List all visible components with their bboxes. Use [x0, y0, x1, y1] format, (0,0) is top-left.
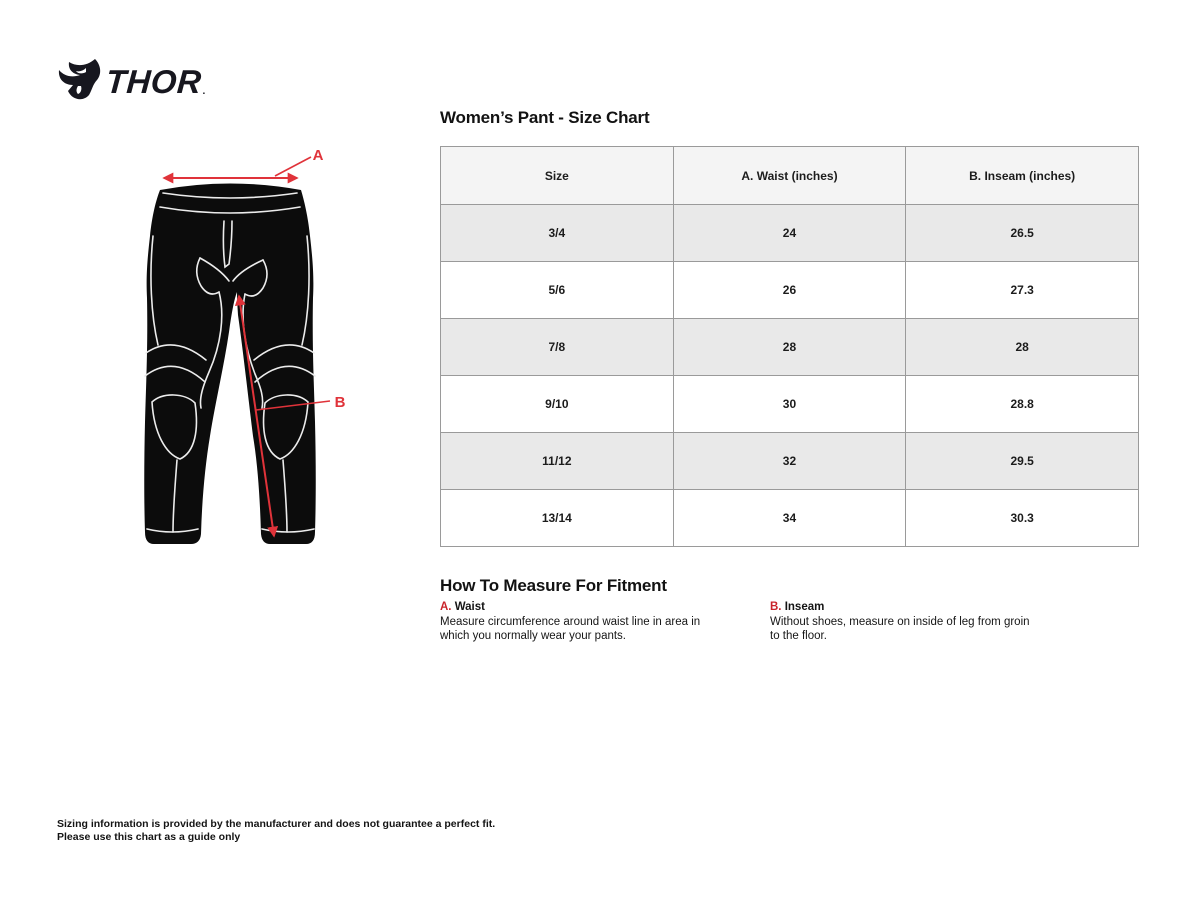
measure-key-b: B.: [770, 601, 782, 613]
measure-desc-inseam: Without shoes, measure on inside of leg from groin to the floor.: [770, 616, 1030, 642]
waist-pointer-line: [275, 157, 311, 176]
table-row: [441, 490, 1139, 547]
sizing-disclaimer: [57, 818, 495, 843]
size-chart-table: [440, 146, 1139, 547]
measure-item-waist: [440, 601, 732, 643]
table-row: [441, 319, 1139, 376]
cell-inseam: 27.3: [906, 262, 1139, 319]
how-to-measure-title: How To Measure For Fitment: [440, 576, 667, 595]
label-a: A: [312, 147, 324, 164]
cell-waist: 28: [673, 319, 906, 376]
table-row: [441, 376, 1139, 433]
table-row: [441, 433, 1139, 490]
cell-waist: 32: [673, 433, 906, 490]
cell-size: 13/14: [441, 490, 674, 547]
cell-inseam: 29.5: [906, 433, 1139, 490]
measure-desc-waist: Measure circumference around waist line in area in which you normally wear your pants.: [440, 616, 701, 642]
table-row: [441, 262, 1139, 319]
cell-waist: 34: [673, 490, 906, 547]
pants-silhouette: [144, 184, 316, 545]
size-chart-title: Women’s Pant - Size Chart: [440, 108, 650, 127]
measure-label-inseam: [770, 601, 1042, 613]
table-header-row: [441, 147, 1139, 205]
cell-waist: 30: [673, 376, 906, 433]
measure-name-inseam: Inseam: [784, 601, 825, 613]
measure-label-waist: [440, 601, 732, 613]
pants-measurement-diagram: [125, 140, 365, 560]
logo-trademark-dot: .: [202, 86, 206, 97]
cell-inseam: 30.3: [906, 490, 1139, 547]
cell-inseam: 28.8: [906, 376, 1139, 433]
cell-waist: 26: [673, 262, 906, 319]
measure-key-a: A.: [440, 601, 452, 613]
cell-size: 3/4: [441, 205, 674, 262]
thor-logo: [56, 56, 205, 103]
col-header-waist: A. Waist (inches): [673, 147, 906, 205]
cell-inseam: 26.5: [906, 205, 1139, 262]
cell-waist: 24: [673, 205, 906, 262]
col-header-size: Size: [441, 147, 674, 205]
cell-size: 5/6: [441, 262, 674, 319]
cell-inseam: 28: [906, 319, 1139, 376]
cell-size: 7/8: [441, 319, 674, 376]
label-b: B: [334, 394, 346, 411]
logo-wordmark: THOR: [104, 63, 203, 100]
col-header-inseam: B. Inseam (inches): [906, 147, 1139, 205]
disclaimer-line-1: Sizing information is provided by the manufacturer and does not guarantee a perfect fit.: [57, 818, 496, 830]
cell-size: 11/12: [441, 433, 674, 490]
thor-goat-icon: [56, 56, 102, 103]
measure-name-waist: Waist: [454, 601, 485, 613]
disclaimer-line-2: Please use this chart as a guide only: [57, 830, 241, 843]
measure-item-inseam: [770, 601, 1042, 643]
cell-size: 9/10: [441, 376, 674, 433]
table-row: [441, 205, 1139, 262]
